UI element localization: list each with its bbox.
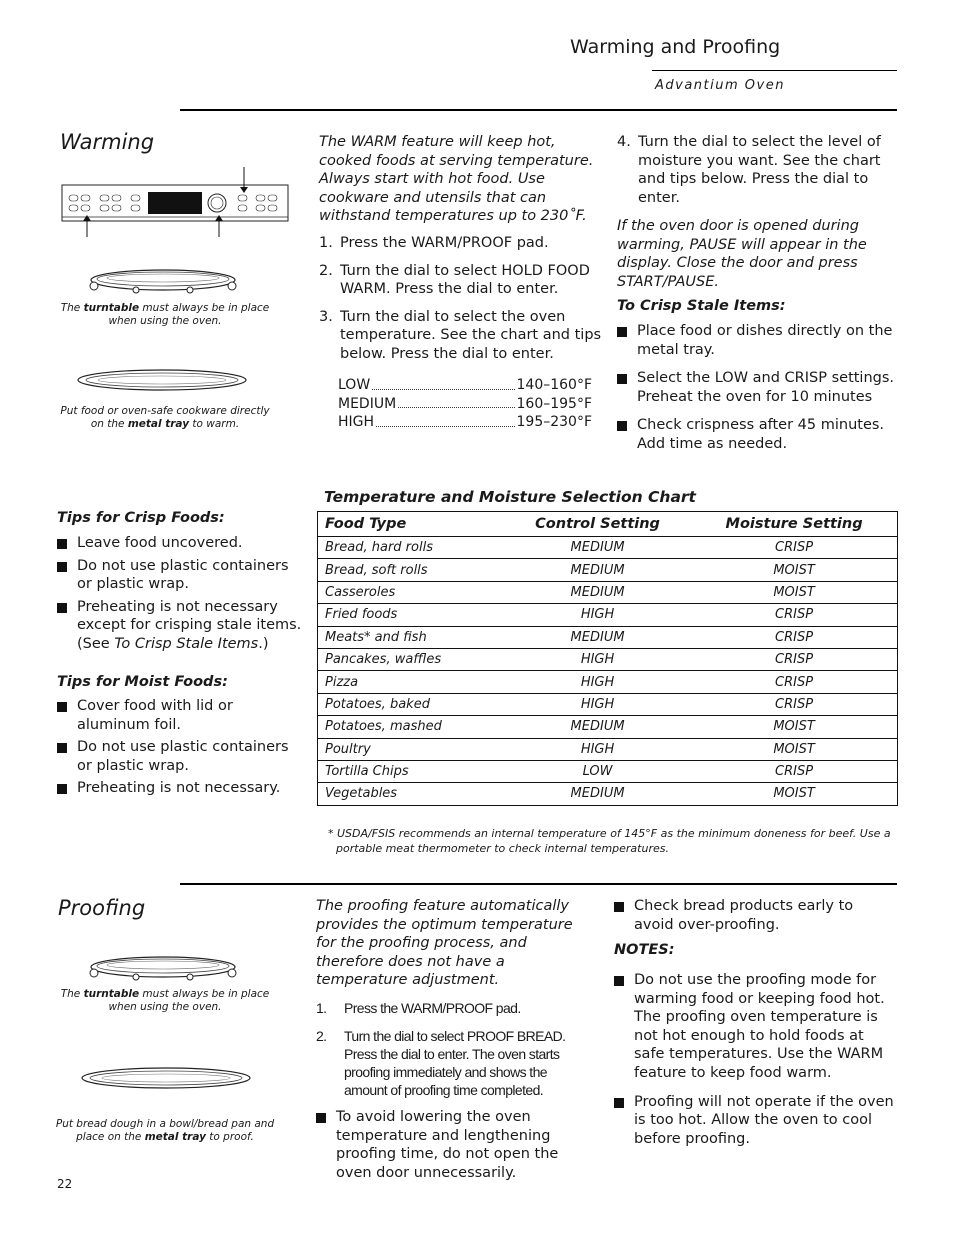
step-text: Turn the dial to select the level of moisture you want. See the chart and tips below. Press the dial to enter.	[638, 134, 881, 206]
food-type-cell: Casseroles	[318, 581, 504, 603]
notes-list	[614, 971, 896, 1152]
control-setting-cell: LOW	[504, 760, 691, 782]
control-setting-cell: HIGH	[504, 648, 691, 670]
list-item: Do not use the proofing mode for warming food or keeping food hot. The proofing oven temperature is not hot enough to hold foods at safe temperatures. Use the WARM feature to keep food warm.	[614, 971, 896, 1083]
list-item: Select the LOW and CRISP settings. Preheat the oven for 10 minutes	[617, 369, 897, 406]
proofing-steps	[316, 999, 586, 1108]
food-type-cell: Vegetables	[318, 783, 504, 805]
list-item	[57, 598, 302, 654]
section-rule-warming	[180, 109, 897, 111]
warming-step	[617, 133, 897, 207]
step-number: 3.	[319, 308, 333, 325]
section-rule-proofing	[180, 883, 897, 885]
turntable-illustration	[86, 266, 240, 296]
proofing-intro: The proofing feature automatically provides the optimum temperature for the proofing process, and therefore does not have a temperature adjustment.	[316, 898, 573, 989]
col-control-setting: Control Setting	[504, 512, 691, 537]
chart-title: Temperature and Moisture Selection Chart	[324, 488, 696, 506]
list-text-italic: To Crisp Stale Items	[114, 635, 259, 652]
warming-step-4	[617, 133, 897, 216]
leader-dots	[398, 395, 514, 409]
food-type-cell: Fried foods	[318, 604, 504, 626]
caption-text: to warm.	[189, 418, 240, 430]
door-note: If the oven door is opened during warming, PAUSE will appear in the display. Close the door and press START/PAUSE.	[617, 218, 867, 290]
notes-title: NOTES:	[614, 942, 675, 958]
warming-title: Warming	[60, 130, 155, 154]
table-row	[318, 783, 898, 805]
control-setting-cell: MEDIUM	[504, 559, 691, 581]
list-text: .)	[258, 635, 269, 652]
list-item: Do not use plastic containers or plastic wrap.	[57, 738, 302, 775]
food-type-cell: Tortilla Chips	[318, 760, 504, 782]
step-text: Turn the dial to select PROOF BREAD. Press the dial to enter. The oven starts proofing immediately and shows the amount of proofing time completed.	[344, 1028, 566, 1098]
moisture-setting-cell: MOIST	[691, 559, 897, 581]
chart-footnote: * USDA/FSIS recommends an internal temperature of 145°F as the minimum doneness for beef. Use a portable meat thermometer to check internal temperatures.	[328, 827, 891, 855]
temp-label: LOW	[338, 377, 371, 393]
caption-text: Put food or oven-safe cookware directly on the	[60, 405, 270, 430]
control-setting-cell: HIGH	[504, 671, 691, 693]
proofing-tray-caption	[55, 1118, 275, 1144]
control-setting-cell: MEDIUM	[504, 626, 691, 648]
table-row	[318, 604, 898, 626]
moisture-setting-cell: MOIST	[691, 716, 897, 738]
table-row	[318, 738, 898, 760]
table-row	[318, 760, 898, 782]
table-row	[318, 626, 898, 648]
list-text: Preheating is not necessary except for crisping stale items. (See	[77, 598, 302, 652]
temp-row	[338, 376, 592, 395]
caption-text: must always be in place when using the oven.	[108, 302, 270, 327]
warming-steps	[319, 234, 604, 373]
food-type-cell: Pizza	[318, 671, 504, 693]
step-number: 4.	[617, 134, 631, 150]
tips-moist-title: Tips for Moist Foods:	[57, 674, 228, 690]
proofing-turntable-caption	[60, 988, 270, 1014]
temp-range: 160–195°F	[516, 395, 592, 412]
tips-crisp-list	[57, 534, 302, 658]
table-row	[318, 559, 898, 581]
turntable-illustration	[86, 953, 240, 983]
step-text: Press the WARM/PROOF pad.	[340, 235, 549, 251]
food-type-cell: Meats* and fish	[318, 626, 504, 648]
caption-text: must always be in place when using the oven.	[108, 988, 270, 1013]
selection-chart	[317, 511, 898, 806]
table-row	[318, 671, 898, 693]
crisp-stale-title: To Crisp Stale Items:	[617, 298, 786, 314]
caption-bold: metal tray	[127, 418, 190, 430]
col-food-type: Food Type	[318, 512, 504, 537]
temp-label: HIGH	[338, 414, 375, 431]
temp-range: 140–160°F	[516, 377, 592, 393]
proofing-title: Proofing	[58, 896, 146, 920]
list-item: Leave food uncovered.	[57, 534, 302, 553]
chart-header-row	[318, 512, 898, 537]
caption-text: The	[60, 988, 84, 1000]
chart-body	[318, 537, 898, 806]
temp-label: MEDIUM	[338, 395, 397, 412]
list-item: Check bread products early to avoid over-proofing.	[614, 897, 894, 934]
control-setting-cell: MEDIUM	[504, 783, 691, 805]
caption-text: The	[60, 302, 84, 314]
temperature-list	[338, 376, 592, 432]
table-row	[318, 537, 898, 559]
caption-bold: metal tray	[144, 1131, 206, 1143]
proofing-step	[316, 1027, 586, 1099]
step-number: 1.	[319, 235, 333, 251]
table-row	[318, 693, 898, 715]
list-item: Check crispness after 45 minutes. Add time as needed.	[617, 416, 897, 453]
list-item: Preheating is not necessary.	[57, 779, 302, 798]
caption-text: to proof.	[205, 1131, 254, 1143]
control-setting-cell: MEDIUM	[504, 537, 691, 559]
caption-bold: turntable	[83, 302, 140, 314]
list-item: Cover food with lid or aluminum foil.	[57, 697, 302, 734]
temp-row	[338, 413, 592, 432]
list-item: Place food or dishes directly on the metal tray.	[617, 322, 897, 359]
control-setting-cell: HIGH	[504, 604, 691, 626]
food-type-cell: Bread, hard rolls	[318, 537, 504, 559]
warming-step	[319, 234, 604, 253]
step-text: Turn the dial to select the oven temperature. See the chart and tips below. Press the dial to enter.	[340, 308, 602, 362]
step-text: Press the WARM/PROOF pad.	[344, 1000, 521, 1016]
col-moisture-setting: Moisture Setting	[691, 512, 897, 537]
leader-dots	[376, 413, 514, 427]
step-number: 2.	[316, 1028, 327, 1044]
step-text: Turn the dial to select HOLD FOOD WARM. Press the dial to enter.	[340, 262, 590, 298]
table-row	[318, 581, 898, 603]
control-panel-illustration	[60, 165, 295, 237]
table-row	[318, 716, 898, 738]
caption-text: Put bread dough in a bowl/bread pan and place on the	[55, 1118, 275, 1143]
list-item: To avoid lowering the oven temperature and lengthening proofing time, do not open the oven door unnecessarily.	[316, 1108, 581, 1182]
proofing-step	[316, 999, 586, 1017]
moisture-setting-cell: MOIST	[691, 738, 897, 760]
temp-range: 195–230°F	[516, 414, 592, 431]
food-type-cell: Potatoes, baked	[318, 693, 504, 715]
header-rule	[652, 70, 897, 71]
control-setting-cell: HIGH	[504, 738, 691, 760]
warming-turntable-caption	[60, 302, 270, 328]
proofing-bullet-list	[316, 1108, 581, 1186]
moisture-setting-cell: CRISP	[691, 760, 897, 782]
moisture-setting-cell: CRISP	[691, 693, 897, 715]
page-number: 22	[57, 1177, 73, 1191]
page-header-title: Warming and Proofing	[570, 36, 781, 58]
step-number: 1.	[316, 1000, 327, 1016]
moisture-setting-cell: CRISP	[691, 671, 897, 693]
food-type-cell: Pancakes, waffles	[318, 648, 504, 670]
warming-step	[319, 308, 604, 364]
moisture-setting-cell: CRISP	[691, 604, 897, 626]
proofing-check-list	[614, 897, 894, 938]
warming-tray-caption	[55, 405, 275, 431]
warming-step	[319, 262, 604, 299]
moisture-setting-cell: CRISP	[691, 626, 897, 648]
page-header-subtitle: Advantium Oven	[655, 78, 785, 93]
moisture-setting-cell: MOIST	[691, 783, 897, 805]
control-setting-cell: MEDIUM	[504, 581, 691, 603]
temp-row	[338, 395, 592, 414]
leader-dots	[372, 376, 514, 390]
food-type-cell: Bread, soft rolls	[318, 559, 504, 581]
moisture-setting-cell: CRISP	[691, 537, 897, 559]
control-setting-cell: MEDIUM	[504, 716, 691, 738]
food-type-cell: Potatoes, mashed	[318, 716, 504, 738]
list-item: Do not use plastic containers or plastic wrap.	[57, 557, 302, 594]
metal-tray-illustration	[76, 368, 248, 392]
moisture-setting-cell: MOIST	[691, 581, 897, 603]
caption-bold: turntable	[83, 988, 140, 1000]
table-row	[318, 648, 898, 670]
control-setting-cell: HIGH	[504, 693, 691, 715]
crisp-stale-list	[617, 322, 897, 458]
step-number: 2.	[319, 262, 333, 279]
moisture-setting-cell: CRISP	[691, 648, 897, 670]
food-type-cell: Poultry	[318, 738, 504, 760]
tips-moist-list	[57, 697, 302, 802]
list-item: Proofing will not operate if the oven is too hot. Allow the oven to cool before proofing.	[614, 1093, 896, 1149]
metal-tray-illustration	[80, 1066, 252, 1090]
warming-intro: The WARM feature will keep hot, cooked foods at serving temperature. Always start with hot food. Use cookware and utensils that can withstand temperatures up to 230˚F.	[319, 134, 594, 225]
tips-crisp-title: Tips for Crisp Foods:	[57, 510, 225, 526]
